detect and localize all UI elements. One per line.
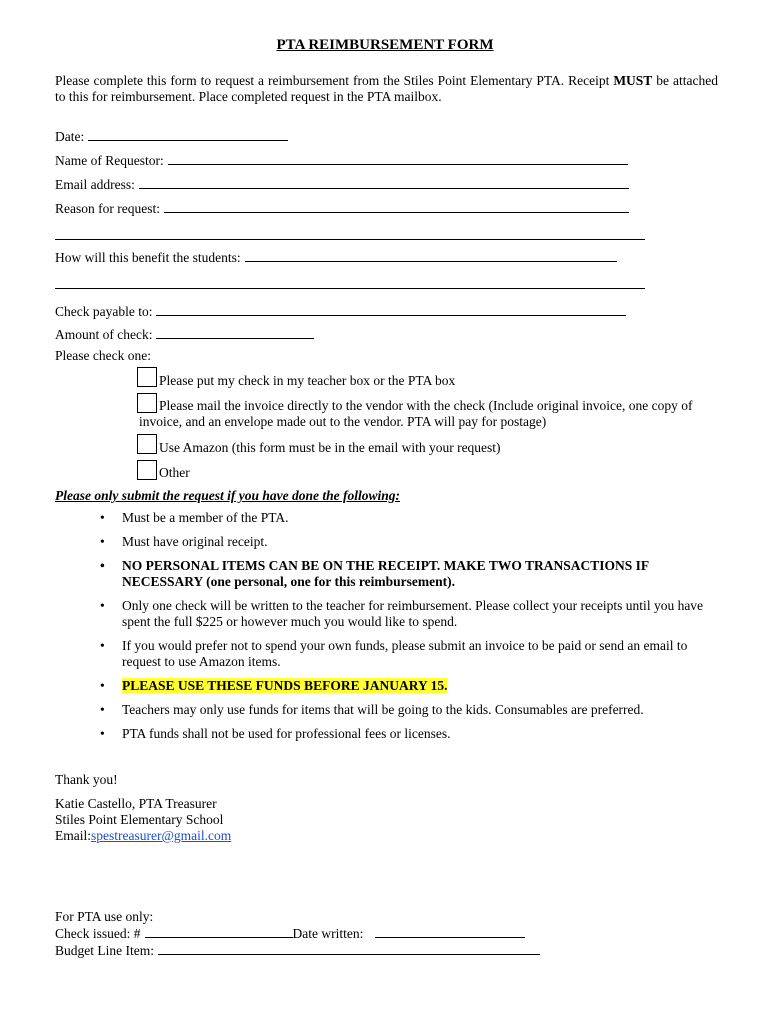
list-item-highlighted: [100, 678, 720, 694]
amount-line[interactable]: [156, 326, 314, 339]
list-item: • Must be a member of the PTA.: [100, 510, 720, 526]
benefit-line[interactable]: [245, 249, 617, 262]
date-written-line[interactable]: [375, 925, 525, 938]
intro-text-2: be attached to this for reimbursement. Place completed request in the PTA mailbox.: [55, 73, 718, 104]
option-teacher-box: Please put my check in my teacher box or the PTA box: [159, 373, 456, 388]
intro-must: MUST: [613, 73, 653, 88]
reason-field[interactable]: [55, 200, 629, 217]
requestor-line[interactable]: [168, 152, 628, 165]
amount-label: Amount of check:: [55, 327, 153, 342]
payable-field[interactable]: [55, 303, 626, 320]
highlighted-deadline: PLEASE USE THESE FUNDS BEFORE JANUARY 15.: [122, 678, 448, 693]
email-label-text: Email:: [55, 828, 91, 843]
thank-you: Thank you!: [55, 772, 118, 787]
check-issued-field[interactable]: [55, 925, 525, 942]
check-issued-label: Check issued: #: [55, 926, 141, 941]
email-label: Email address:: [55, 177, 135, 192]
budget-line-line[interactable]: [158, 942, 540, 955]
form-title: PTA REIMBURSEMENT FORM: [276, 37, 494, 53]
reason-line[interactable]: [164, 200, 629, 213]
list-item: • Only one check will be written to the teacher for reimbursement. Please collect your receipts until you have spent the full $225 or however much you would like to spend.: [100, 598, 720, 630]
option-amazon: Use Amazon (this form must be in the email with your request): [159, 440, 501, 455]
email-field[interactable]: [55, 176, 629, 193]
signature-name: Katie Castello, PTA Treasurer: [55, 796, 217, 811]
requestor-label: Name of Requestor:: [55, 153, 164, 168]
list-item: • Teachers may only use funds for items that will be going to the kids. Consumables are preferred.: [100, 702, 720, 718]
date-written-label: Date written:: [292, 926, 364, 941]
date-line[interactable]: [88, 128, 288, 141]
list-item: • NO PERSONAL ITEMS CAN BE ON THE RECEIPT. MAKE TWO TRANSACTIONS IF NECESSARY (one personal, one for this reimbursement).: [100, 558, 720, 590]
email-line[interactable]: [139, 176, 629, 189]
signature-school: Stiles Point Elementary School: [55, 812, 224, 827]
checkbox-other[interactable]: [137, 460, 157, 480]
reason-line-2[interactable]: [55, 238, 645, 240]
signature-email-line: [55, 828, 231, 844]
list-item: • If you would prefer not to spend your own funds, please submit an invoice to be paid or send an email to request to use Amazon items.: [100, 638, 720, 670]
list-item: • Must have original receipt.: [100, 534, 720, 550]
payable-line[interactable]: [156, 303, 626, 316]
treasurer-email-link[interactable]: spestreasurer@gmail.com: [91, 828, 232, 843]
conditions-heading: Please only submit the request if you have done the following:: [55, 488, 400, 503]
check-issued-line[interactable]: [145, 925, 293, 938]
benefit-field[interactable]: [55, 249, 617, 266]
requestor-field[interactable]: [55, 152, 628, 169]
option-mail-vendor: Please mail the invoice directly to the vendor with the check (Include original invoice, one copy of invoice, and an envelope made out to the vendor. PTA will pay for postage): [139, 398, 693, 429]
pta-use-heading: For PTA use only:: [55, 909, 154, 924]
intro-paragraph: [55, 73, 718, 105]
reason-label: Reason for request:: [55, 201, 160, 216]
list-item: • PTA funds shall not be used for professional fees or licenses.: [100, 726, 720, 742]
conditions-list: [100, 510, 720, 742]
date-field[interactable]: [55, 128, 288, 145]
checkbox-teacher-box[interactable]: [137, 367, 157, 387]
date-label: Date:: [55, 129, 85, 144]
intro-text-1: Please complete this form to request a reimbursement from the Stiles Point Elementary PTA. Receipt: [55, 73, 614, 88]
budget-line-label: Budget Line Item:: [55, 943, 154, 958]
budget-line-field[interactable]: [55, 942, 540, 959]
benefit-line-2[interactable]: [55, 287, 645, 289]
benefit-label: How will this benefit the students:: [55, 250, 241, 265]
option-other: Other: [159, 465, 190, 480]
check-one-label: Please check one:: [55, 348, 151, 363]
checkbox-amazon[interactable]: [137, 434, 157, 454]
amount-field[interactable]: [55, 326, 314, 343]
payable-label: Check payable to:: [55, 304, 153, 319]
